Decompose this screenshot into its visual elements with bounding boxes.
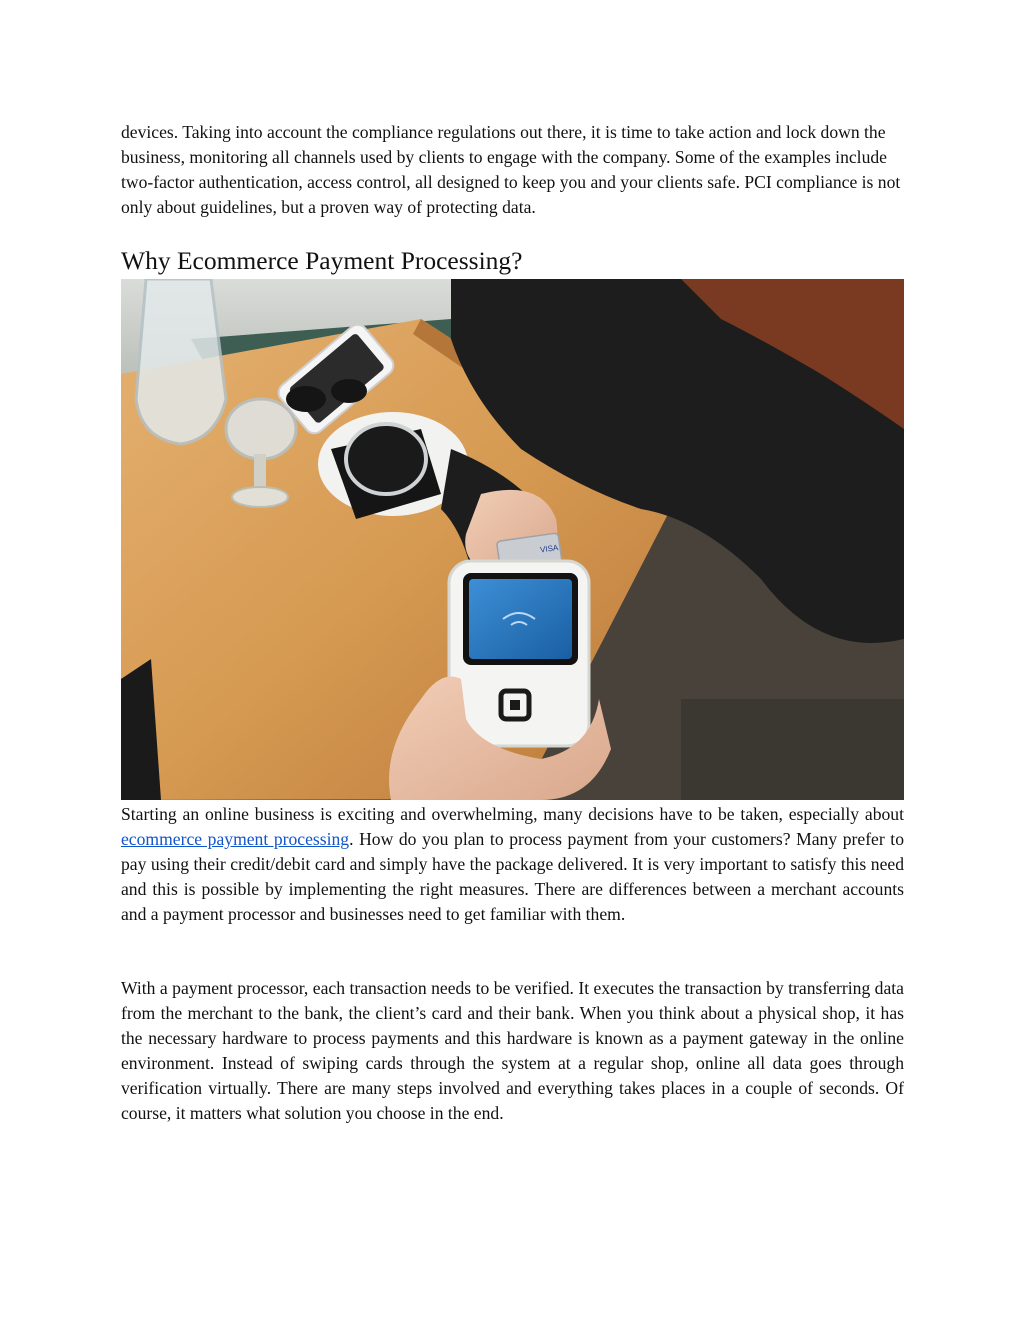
paragraph-2-start: Starting an online business is exciting and overwhelming, many decisions have to be taken, especially about [121,804,904,824]
coffee-cup [346,424,426,494]
payment-terminal-photo [121,279,904,800]
svg-text:VISA: VISA [539,543,559,555]
ecommerce-payment-processing-link[interactable]: ecommerce payment processing [121,829,350,849]
carafe [136,279,226,444]
section-heading: Why Ecommerce Payment Processing? [121,246,523,275]
paragraph-compliance: devices. Taking into account the compliance regulations out there, it is time to take action and lock down the business, monitoring all channels used by clients to engage with the company. Some of the examples include two-factor authentication, access control, all designed to keep you and your clients safe. PCI compliance is not only about guidelines, but a proven way of protecting data. [121,122,901,217]
terminal-screen [469,579,572,659]
paragraph-payment-processor: With a payment processor, each transaction needs to be verified. It executes the transaction by transferring data from the merchant to the bank, the client’s card and their bank. When you think about a physical shop, it has the necessary hardware to process payments and this hardware is known as a payment gateway in the online environment. Instead of swiping cards through the system at a regular shop, online all data goes through verification virtually. There are many steps involved and everything takes places in a couple of seconds. Of course, it matters what solution you choose in the end. [121,978,904,1123]
paragraph-2-end: . How do you plan to process payment from your customers? Many prefer to pay using their credit/debit card and simply have the package delivered. It is very important to satisfy this need and this is possible by implementing the right measures. There are differences between a merchant accounts and a payment processor and businesses need to get familiar with them. [121,829,904,924]
payment-terminal [449,561,589,746]
paragraph-online-business [121,802,904,927]
